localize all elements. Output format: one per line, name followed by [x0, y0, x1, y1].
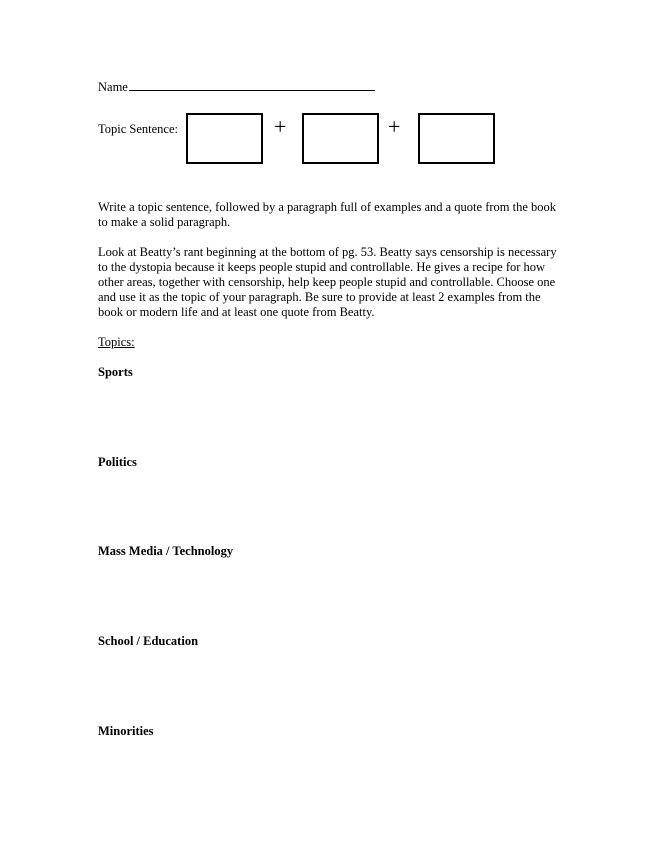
- plus-sign-1: +: [274, 114, 287, 139]
- plus-sign-2: +: [388, 114, 401, 139]
- topic-box-3[interactable]: [418, 113, 495, 164]
- topic-box-1[interactable]: [186, 113, 263, 164]
- name-label: Name: [98, 80, 128, 94]
- name-field-row: [98, 78, 375, 95]
- topic-school-education: School / Education: [98, 634, 199, 648]
- topic-sports: Sports: [98, 365, 133, 379]
- topic-mass-media-technology: Mass Media / Technology: [98, 544, 234, 558]
- topic-sentence-label: Topic Sentence:: [98, 122, 178, 136]
- topic-box-2[interactable]: [302, 113, 379, 164]
- topic-minorities: Minorities: [98, 724, 154, 738]
- instruction-paragraph-2: Look at Beatty’s rant beginning at the bottom of pg. 53. Beatty says censorship is necessary to the dystopia because it keeps people stupid and controllable. He gives a recipe for how other areas, together with censorship, help keep people stupid and controllable. Choose one and use it as the topic of your paragraph. Be sure to provide at least 2 examples from the book or modern life and at least one quote from Beatty.: [98, 245, 557, 319]
- instruction-paragraph-1: Write a topic sentence, followed by a paragraph full of examples and a quote from the book to make a solid paragraph.: [98, 200, 557, 229]
- topic-politics: Politics: [98, 455, 137, 469]
- topics-heading: Topics:: [98, 335, 135, 349]
- name-blank-line[interactable]: [129, 78, 375, 91]
- topics-heading-text: Topics: [98, 335, 132, 349]
